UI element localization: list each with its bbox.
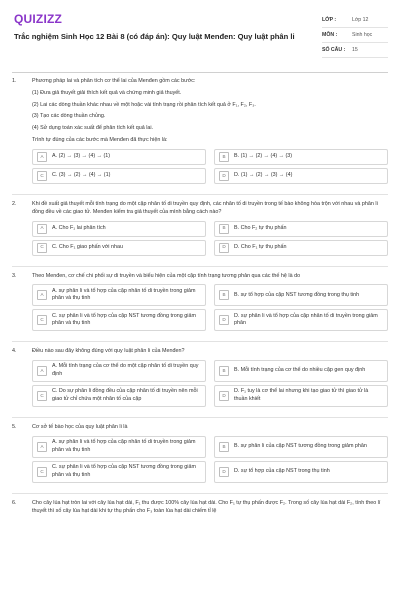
- option-text: A. Cho F₁ lai phân tích: [52, 224, 106, 231]
- option-letter-box: C: [37, 467, 47, 477]
- option-text: A. (2) → (3) → (4) → (1): [52, 153, 111, 160]
- option-letter-box: B: [219, 152, 229, 162]
- worksheet-meta: [322, 13, 388, 58]
- answer-option-b[interactable]: [214, 149, 388, 165]
- question-number: 2.: [12, 200, 17, 207]
- question-number: 3.: [12, 272, 17, 279]
- question-body: [32, 348, 388, 407]
- option-letter-box: B: [219, 224, 229, 234]
- question-5: [12, 424, 388, 483]
- question-statement: (4) Sử dụng toán xác suất để phân tích kết quả lai.: [32, 125, 154, 132]
- option-letter-box: A: [37, 224, 47, 234]
- option-text: B. Cho F₂ tự thụ phấn: [234, 224, 287, 231]
- question-1: [12, 78, 388, 184]
- answer-option-c[interactable]: [32, 461, 206, 483]
- question-number: 5.: [12, 424, 17, 431]
- option-text: C. Do sự phân li đồng đều của cặp nhân tố di truyền nên mỗi giao tử chỉ chứa một nhân tố của cặp: [52, 388, 198, 403]
- option-text: D. (1) → (2) → (3) → (4): [234, 172, 293, 179]
- option-letter-box: B: [219, 290, 229, 300]
- option-letter-box: A: [37, 152, 47, 162]
- question-number: 6.: [12, 500, 17, 507]
- meta-label: LỚP :: [322, 17, 337, 23]
- answer-option-b[interactable]: [214, 360, 388, 382]
- option-letter-box: C: [37, 315, 47, 325]
- meta-row-count: [322, 43, 388, 58]
- option-letter-box: A: [37, 366, 47, 376]
- answer-option-a[interactable]: [32, 360, 206, 382]
- answer-option-c[interactable]: [32, 168, 206, 184]
- option-text: A. sự phân li và tổ hợp của cặp nhân tố di truyền trong giảm phân và thụ tinh: [52, 439, 196, 454]
- answer-options: [32, 221, 388, 256]
- answer-option-d[interactable]: [214, 461, 388, 483]
- question-6: [12, 500, 388, 516]
- question-statement: (2) Lai các dòng thuần khác nhau về một hoặc vài tính trạng rồi phân tích kết quả ở F₁, F₂, F₃.: [32, 101, 256, 108]
- question-divider: [12, 493, 388, 494]
- answer-options: [32, 284, 388, 331]
- option-text: D. Cho F₁ tự thụ phấn: [234, 243, 287, 250]
- option-text: D. sự phân li và tổ hợp của cặp nhân tố di truyền trong giảm phân: [234, 312, 378, 327]
- meta-row-subject: [322, 28, 388, 43]
- answer-option-a[interactable]: [32, 284, 206, 306]
- option-letter-box: D: [219, 243, 229, 253]
- question-number: 4.: [12, 348, 17, 355]
- question-body: [32, 500, 388, 516]
- question-body: [32, 78, 388, 184]
- option-text: D. sự tổ hợp của cặp NST trong thụ tinh: [234, 468, 330, 475]
- answer-options: [32, 436, 388, 483]
- question-list: [12, 78, 388, 526]
- option-letter-box: B: [219, 366, 229, 376]
- option-text: B. Mỗi tính trạng của cơ thể do nhiều cặp gen quy định: [234, 367, 366, 374]
- option-text: A. sự phân li và tổ hợp của cặp nhân tố di truyền trong giảm phân và thụ tinh: [52, 287, 196, 302]
- option-text: C. Cho F₁ giao phấn với nhau: [52, 243, 123, 250]
- option-text: D. F₁ tuy là cơ thể lai nhưng khi tạo giao tử thì giao tử là thuần khiết: [234, 388, 369, 403]
- answer-option-a[interactable]: [32, 149, 206, 165]
- option-letter-box: D: [219, 315, 229, 325]
- answer-option-d[interactable]: [214, 385, 388, 407]
- answer-option-a[interactable]: [32, 221, 206, 237]
- option-letter-box: A: [37, 290, 47, 300]
- answer-option-d[interactable]: [214, 240, 388, 256]
- option-text: A. Mỗi tính trạng của cơ thể do một cặp nhân tố di truyền quy định: [52, 363, 199, 378]
- meta-value: Lớp 12: [352, 17, 369, 23]
- answer-option-c[interactable]: [32, 240, 206, 256]
- option-text: B. sự tổ hợp của cặp NST tương đồng trong thụ tinh: [234, 291, 360, 298]
- option-letter-box: D: [219, 391, 229, 401]
- worksheet-title: Trắc nghiệm Sinh Học 12 Bài 8 (có đáp án): Quy luật Menđen: Quy luật phân li: [14, 32, 295, 41]
- question-body: [32, 273, 388, 332]
- meta-label: SỐ CÂU :: [322, 47, 346, 53]
- quizizz-logo: QUIZIZZ: [14, 12, 63, 26]
- answer-option-d[interactable]: [214, 168, 388, 184]
- question-divider: [12, 266, 388, 267]
- answer-option-b[interactable]: [214, 436, 388, 458]
- option-text: C. (3) → (2) → (4) → (1): [52, 172, 111, 179]
- answer-option-c[interactable]: [32, 309, 206, 331]
- question-text: Phương pháp lai và phân tích cơ thể lai của Menđen gồm các bước:: [32, 78, 196, 84]
- question-body: [32, 201, 388, 256]
- option-letter-box: C: [37, 171, 47, 181]
- question-text: Cho cây lúa hạt tròn lai với cây lúa hạt dài, F₁ thu được 100% cây lúa hạt dài. Cho F₁ tự thụ phấn được F₂. Trong số cây lúa hạt dài F₂, tính theo lí thuyết thì số cây lúa hạt dài khi tự thụ phấn cho F₃ toàn lúa hạt dài chiếm tỉ lệ: [32, 500, 381, 514]
- answer-option-b[interactable]: [214, 284, 388, 306]
- option-letter-box: D: [219, 467, 229, 477]
- question-body: [32, 424, 388, 483]
- option-letter-box: B: [219, 442, 229, 452]
- option-text: B. (1) → (2) → (4) → (3): [234, 153, 293, 160]
- question-divider: [12, 341, 388, 342]
- meta-value: Sinh học: [352, 32, 373, 38]
- header: [0, 0, 400, 65]
- question-3: [12, 273, 388, 332]
- answer-option-c[interactable]: [32, 385, 206, 407]
- answer-option-a[interactable]: [32, 436, 206, 458]
- option-letter-box: C: [37, 391, 47, 401]
- question-text: Cơ sở tế bào học của quy luật phân li là: [32, 424, 128, 431]
- option-text: C. sự phân li và tổ hợp của cặp NST tương đồng trong giảm phân và thụ tinh: [52, 464, 196, 479]
- answer-options: [32, 149, 388, 184]
- option-text: B. sự phân li của cặp NST tương đồng trong giảm phân: [234, 443, 367, 450]
- question-statement: Trình tự đúng của các bước mà Menđen đã thực hiện là:: [32, 137, 168, 144]
- question-4: [12, 348, 388, 407]
- question-statement: (1) Đưa giả thuyết giải thích kết quả và chứng minh giả thuyết.: [32, 89, 182, 96]
- question-text: Khi đề xuất giả thuyết mỗi tính trạng do một cặp nhân tố di truyền quy định, các nhân tố di truyền trong tế bào không hòa trộn với nhau và phân li đồng đều về các giao tử. Menđen kiểm tra giả thuyết của mình bằng cách nào?: [32, 200, 378, 215]
- option-letter-box: D: [219, 171, 229, 181]
- answer-options: [32, 360, 388, 407]
- question-text: Điều nào sau đây không đúng với quy luật phân li của Menđen?: [32, 348, 185, 355]
- question-2: [12, 201, 388, 256]
- meta-row-class: [322, 13, 388, 28]
- meta-label: MÔN :: [322, 32, 338, 38]
- option-letter-box: C: [37, 243, 47, 253]
- option-text: C. sự phân li và tổ hợp của cặp NST tương đồng trong giảm phân và thụ tinh: [52, 312, 196, 327]
- question-number: 1.: [12, 78, 17, 84]
- meta-value: 15: [352, 47, 358, 53]
- option-letter-box: A: [37, 442, 47, 452]
- answer-option-b[interactable]: [214, 221, 388, 237]
- question-statement: (3) Tạo các dòng thuần chủng.: [32, 113, 106, 120]
- question-divider: [12, 417, 388, 418]
- question-text: Theo Menđen, cơ chế chi phối sự di truyền và biểu hiện của một cặp tính trạng tương phản qua các thế hệ là do: [32, 272, 301, 279]
- answer-option-d[interactable]: [214, 309, 388, 331]
- question-divider: [12, 194, 388, 195]
- header-divider: [12, 72, 388, 73]
